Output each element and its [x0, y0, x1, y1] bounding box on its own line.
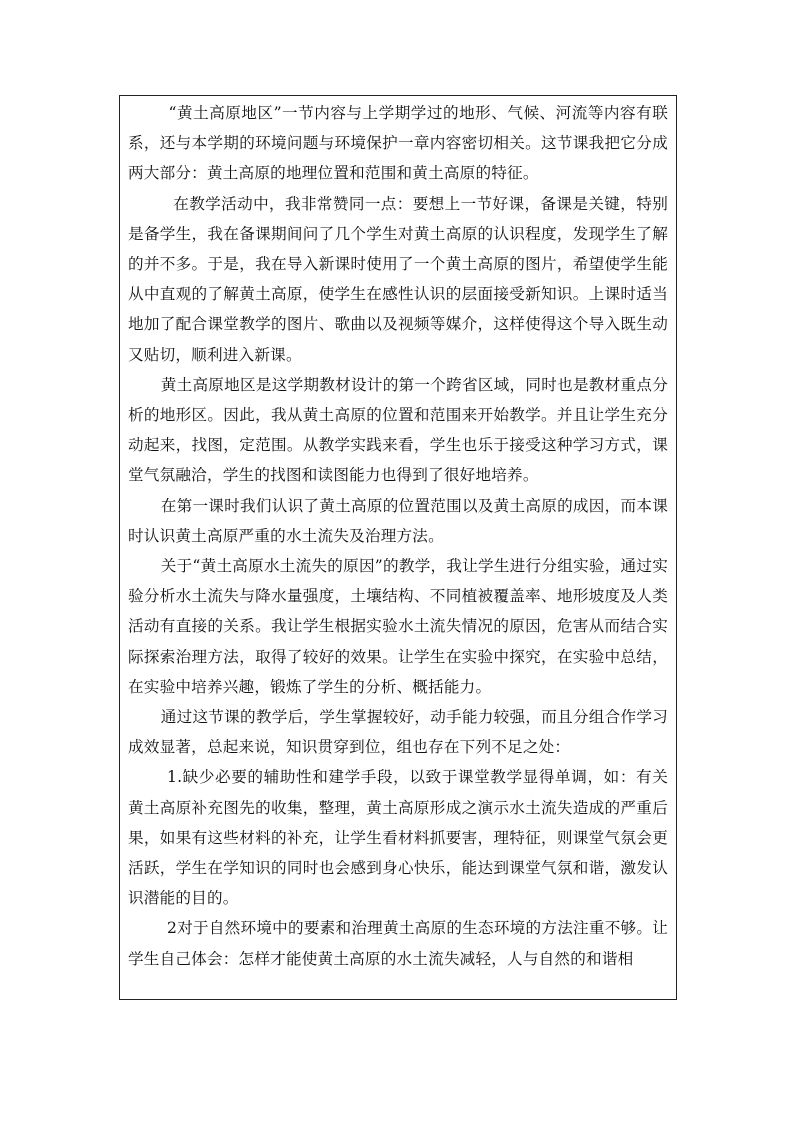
- document-table-cell: [119, 95, 677, 1000]
- paragraph-shortcoming-2: 2对于自然环境中的要素和治理黄土高原的生态环境的方法注重不够。让学生自己体会：怎样才能使黄土高原的水土流失减轻，人与自然的和谐相: [128, 919, 668, 968]
- document-body: [128, 98, 668, 974]
- paragraph-teaching-activity: 在教学活动中，我非常赞同一点：要想上一节好课，备课是关键，特别是备学生，我在备课期间问了几个学生对黄土高原的认识程度，发现学生了解的并不多。于是，我在导入新课时使用了一个黄土高原的图片，希望使学生能从中直观的了解黄土高原，使学生在感性认识的层面接受新知识。上课时适当地加了配合课堂教学的图片、歌曲以及视频等媒介，这样使得这个导入既生动又贴切，顺利进入新课。: [128, 194, 668, 364]
- paragraph-first-lesson: 在第一课时我们认识了黄土高原的位置范围以及黄土高原的成因，而本课时认识黄土高原严重的水土流失及治理方法。: [128, 496, 668, 545]
- paragraph-shortcoming-1: 1.缺少必要的辅助性和建学手段，以致于课堂教学显得单调，如：有关黄土高原补充图先的收集，整理，黄土高原形成之演示水土流失造成的严重后果，如果有这些材料的补充，让学生看材料抓要害，理特征，则课堂气氛会更活跃，学生在学知识的同时也会感到身心快乐，能达到课堂气氛和谐，激发认识潜能的目的。: [128, 768, 668, 908]
- paragraph-intro: “黄土高原地区”一节内容与上学期学过的地形、气候、河流等内容有联系，还与本学期的环境问题与环境保护一章内容密切相关。这节课我把它分成两大部分：黄土高原的地理位置和范围和黄土高原的特征。: [128, 104, 668, 183]
- paragraph-soil-erosion-experiment: 关于“黄土高原水土流失的原因”的教学，我让学生进行分组实验，通过实验分析水土流失与降水量强度，土壤结构、不同植被覆盖率、地形坡度及人类活动有直接的关系。我让学生根据实验水土流失情况的原因，危害从而结合实际探索治理方法，取得了较好的效果。让学生在实验中探究，在实验中总结，在实验中培养兴趣，锻炼了学生的分析、概括能力。: [128, 557, 668, 696]
- paragraph-region-analysis: 黄土高原地区是这学期教材设计的第一个跨省区域，同时也是教材重点分析的地形区。因此，我从黄土高原的位置和范围来开始教学。并且让学生充分动起来，找图，定范围。从教学实践来看，学生也乐于接受这种学习方式，课堂气氛融洽，学生的找图和读图能力也得到了很好地培养。: [128, 375, 668, 485]
- paragraph-summary: 通过这节课的教学后，学生掌握较好，动手能力较强，而且分组合作学习成效显著，总起来说，知识贯穿到位，组也存在下列不足之处：: [128, 708, 668, 757]
